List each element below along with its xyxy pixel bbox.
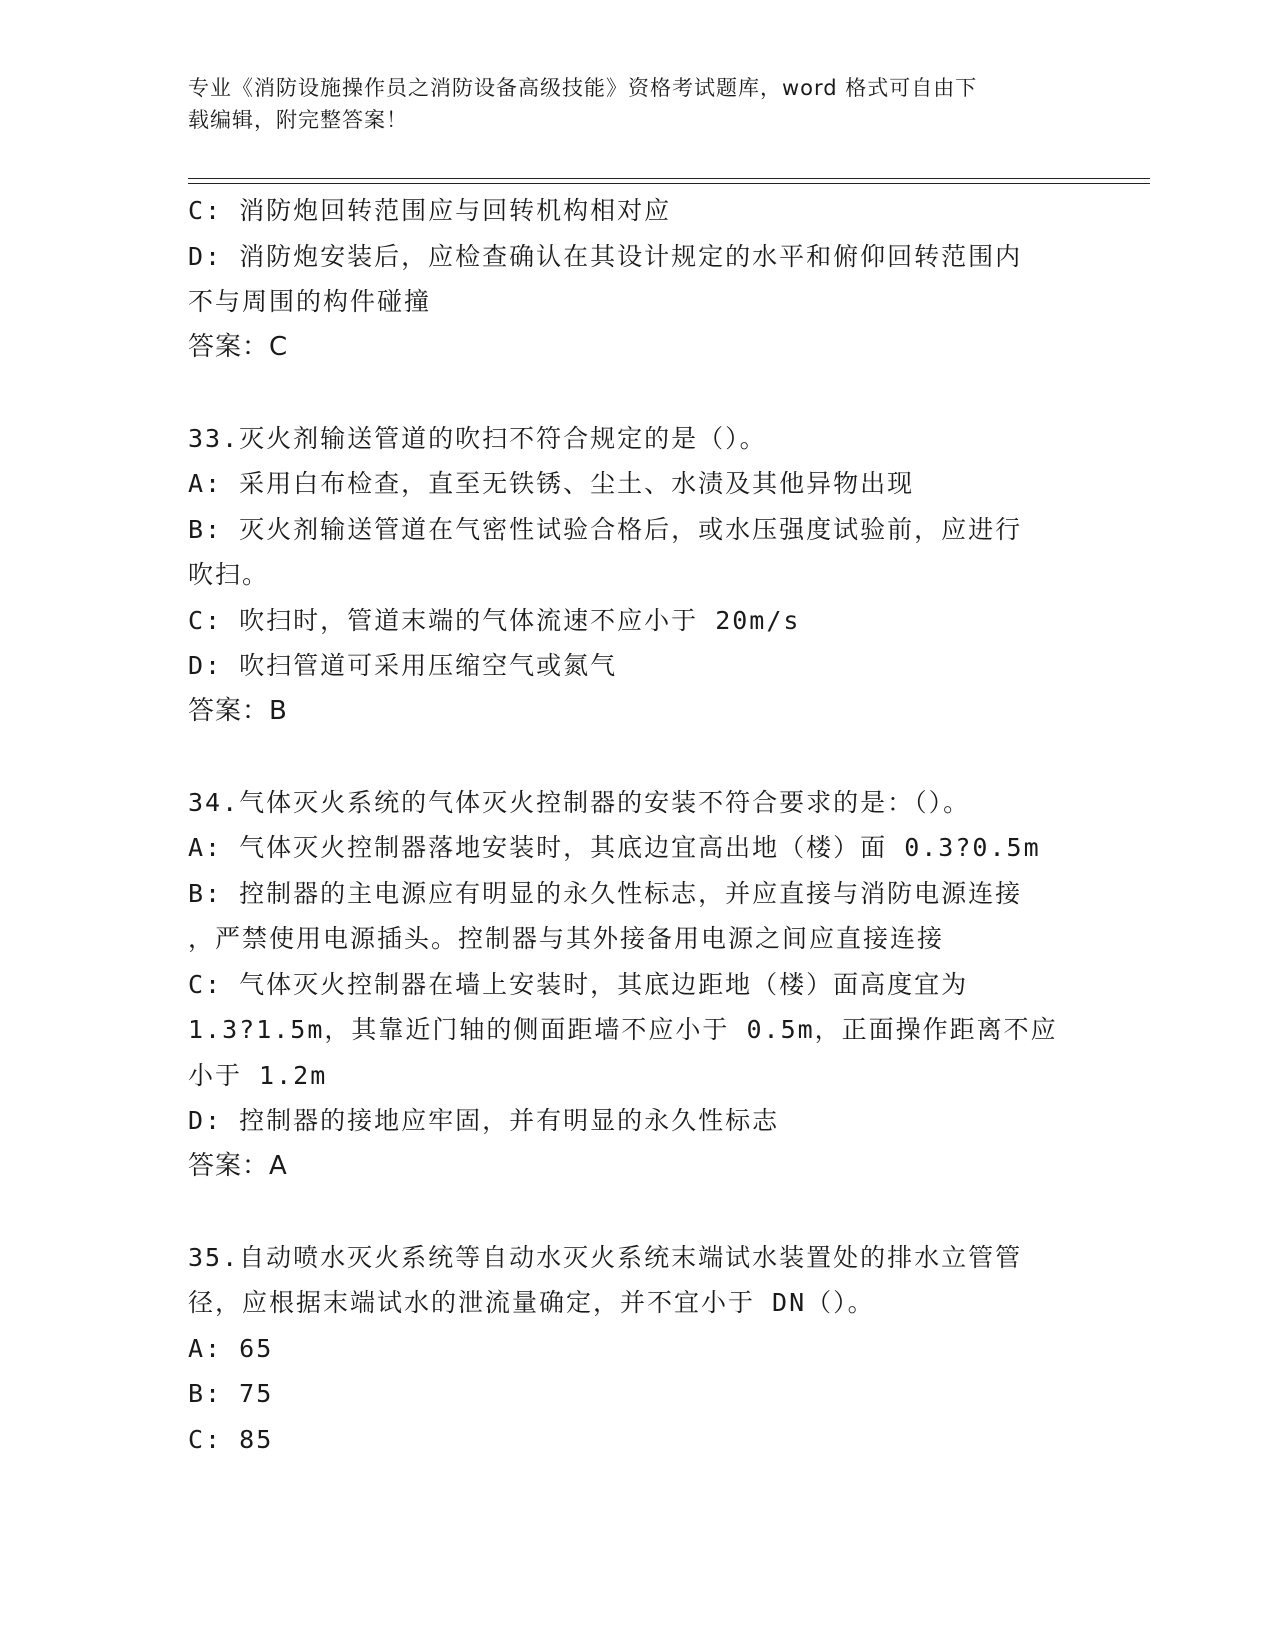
question-stem: 33.灭火剂输送管道的吹扫不符合规定的是（）。 <box>188 423 767 453</box>
option-b: B: 控制器的主电源应有明显的永久性标志，并应直接与消防电源连接 <box>188 878 1023 908</box>
spacer <box>188 370 1088 416</box>
header-divider-bottom <box>188 183 1150 184</box>
answer: 答案：A <box>188 1150 288 1181</box>
option-b: B: 75 <box>188 1379 274 1408</box>
option-a: A: 气体灭火控制器落地安装时，其底边宜高出地（楼）面 0.3?0.5m <box>188 833 1041 862</box>
option-b: B: 灭火剂输送管道在气密性试验合格后，或水压强度试验前，应进行 <box>188 514 1023 544</box>
option-c: C: 吹扫时，管道末端的气体流速不应小于 20m/s <box>188 605 801 635</box>
option-c-continued: 1.3?1.5m，其靠近门轴的侧面距墙不应小于 0.5m，正面操作距离不应 <box>188 1015 1058 1044</box>
option-d-continued: 不与周围的构件碰撞 <box>188 287 432 316</box>
option-a: A: 65 <box>188 1333 274 1363</box>
question-35 <box>188 1235 1088 1463</box>
header-line-1: 专业《消防设施操作员之消防设备高级技能》资格考试题库，word 格式可自由下 <box>188 76 978 100</box>
option-c: C: 消防炮回转范围应与回转机构相对应 <box>188 196 672 225</box>
option-c: C: 85 <box>188 1424 274 1454</box>
option-b-continued: ，严禁使用电源插头。控制器与其外接备用电源之间应直接连接 <box>188 924 945 953</box>
answer: 答案：B <box>188 695 288 726</box>
option-d: D: 吹扫管道可采用压缩空气或氮气 <box>188 651 618 680</box>
prev-question-block <box>188 188 1088 370</box>
option-c: C: 气体灭火控制器在墙上安装时，其底边距地（楼）面高度宜为 <box>188 969 969 999</box>
question-33 <box>188 416 1088 735</box>
page-header <box>188 72 1088 136</box>
question-34 <box>188 780 1088 1190</box>
option-d: D: 控制器的接地应牢固，并有明显的永久性标志 <box>188 1106 780 1135</box>
question-stem-continued: 径，应根据末端试水的泄流量确定，并不宜小于 DN（）。 <box>188 1288 875 1317</box>
option-a: A: 采用白布检查，直至无铁锈、尘土、水渍及其他异物出现 <box>188 469 915 498</box>
option-d: D: 消防炮安装后，应检查确认在其设计规定的水平和俯仰回转范围内 <box>188 241 1023 271</box>
spacer <box>188 734 1088 780</box>
question-stem: 34.气体灭火系统的气体灭火控制器的安装不符合要求的是：（）。 <box>188 787 971 817</box>
spacer <box>188 1189 1088 1235</box>
header-divider-top <box>188 178 1150 179</box>
option-c-continued-2: 小于 1.2m <box>188 1060 328 1090</box>
header-line-2: 载编辑，附完整答案！ <box>188 108 408 132</box>
question-content <box>188 188 1088 1462</box>
answer: 答案：C <box>188 331 289 362</box>
question-stem: 35.自动喷水灭火系统等自动水灭火系统末端试水装置处的排水立管管 <box>188 1242 1023 1272</box>
option-b-continued: 吹扫。 <box>188 560 270 589</box>
